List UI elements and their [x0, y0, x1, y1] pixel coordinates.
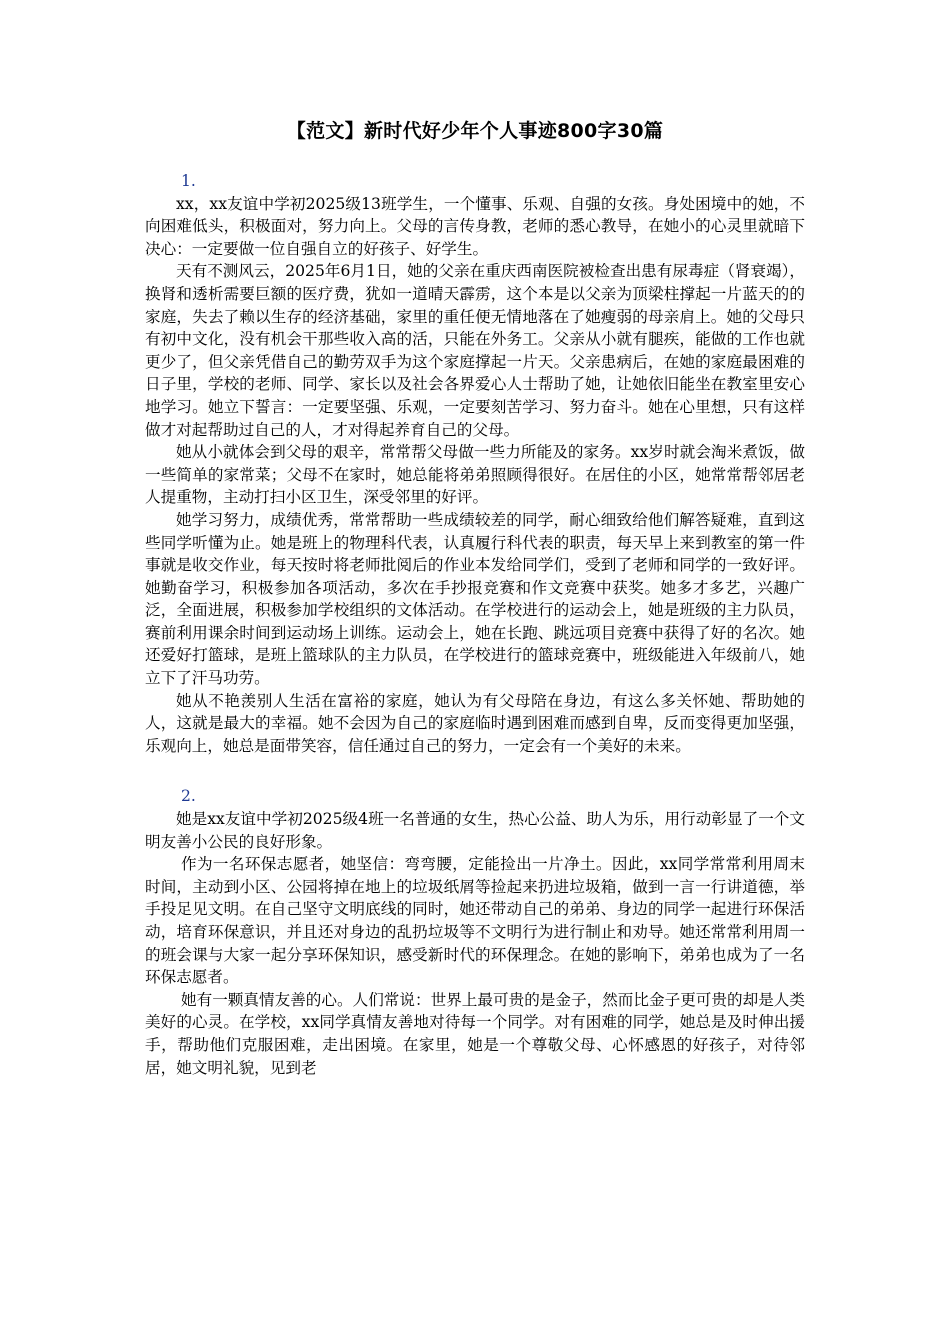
paragraph: 天有不测风云，2025年6月1日，她的父亲在重庆西南医院被检查出患有尿毒症（肾衰竭），换肾和透析需要巨额的医疗费，犹如一道晴天霹雳，这个本是以父亲为顶梁柱撑起一片蓝天的的家庭，失去了赖以生存的经济基础，家里的重任便无情地落在了她瘦弱的母亲肩上。她的父母只有初中文化，没有机会干那些收入高的活，只能在外务工。父亲从小就有腿疾，能做的工作也就更少了，但父亲凭借自己的勤劳双手为这个家庭撑起一片天。父亲患病后，在她的家庭最困难的日子里，学校的老师、同学、家长以及社会各界爱心人士帮助了她，让她依旧能坐在教室里安心地学习。她立下誓言：一定要坚强、乐观，一定要刻苦学习、努力奋斗。她在心里想，只有这样做才对起帮助过自己的人，才对得起养育自己的父母。: [145, 262, 805, 439]
section-1: [145, 170, 805, 757]
section-2: [145, 785, 805, 1079]
paragraph: 她是xx友谊中学初2025级4班一名普通的女生，热心公益、助人为乐，用行动彰显了一个文明友善小公民的良好形象。: [145, 810, 805, 851]
section-number: 2.: [181, 787, 196, 806]
paragraph: 她从小就体会到父母的艰辛，常常帮父母做一些力所能及的家务。xx岁时就会淘米煮饭，做一些简单的家常菜；父母不在家时，她总能将弟弟照顾得很好。在居住的小区，她常常帮邻居老人提重物，主动打扫小区卫生，深受邻里的好评。: [145, 443, 805, 507]
document-body: [145, 170, 805, 1079]
paragraph: 作为一名环保志愿者，她坚信：弯弯腰，定能捡出一片净土。因此，xx同学常常利用周末时间，主动到小区、公园将掉在地上的垃圾纸屑等捡起来扔进垃圾箱，做到一言一行讲道德，举手投足见文明。在自己坚守文明底线的同时，她还带动自己的弟弟、身边的同学一起进行环保活动，培育环保意识，并且还对身边的乱扔垃圾等不文明行为进行制止和劝导。她还常常利用周一的班会课与大家一起分享环保知识，感受新时代的环保理念。在她的影响下，弟弟也成为了一名环保志愿者。: [145, 855, 805, 987]
section-number: 1.: [181, 172, 196, 190]
section-spacer: [145, 757, 805, 785]
paragraph: 她学习努力，成绩优秀，常常帮助一些成绩较差的同学，耐心细致给他们解答疑难，直到这些同学听懂为止。她是班上的物理科代表，认真履行科代表的职责，每天早上来到教室的第一件事就是收交作业，每天按时将老师批阅后的作业本发给同学们，受到了老师和同学的一致好评。她勤奋学习，积极参加各项活动，多次在手抄报竞赛和作文竞赛中获奖。她多才多艺，兴趣广泛，全面进展，积极参加学校组织的文体活动。在学校进行的运动会上，她是班级的主力队员，赛前利用课余时间到运动场上训练。运动会上，她在长跑、跳远项目竞赛中获得了好的名次。她还爱好打篮球，是班上篮球队的主力队员，在学校进行的篮球竞赛中，班级能进入年级前八，她立下了汗马功劳。: [145, 510, 805, 688]
paragraph: xx，xx友谊中学初2025级13班学生，一个懂事、乐观、自强的女孩。身处困境中的她，不向困难低头，积极面对，努力向上。父母的言传身教，老师的悉心教导，在她小的心灵里就暗下决心：一定要做一位自强自立的好孩子、好学生。: [145, 194, 805, 258]
paragraph: 她有一颗真情友善的心。人们常说：世界上最可贵的是金子，然而比金子更可贵的却是人类美好的心灵。在学校，xx同学真情友善地对待每一个同学。对有困难的同学，她总是及时伸出援手，帮助他们克服困难，走出困境。在家里，她是一个尊敬父母、心怀感恩的好孩子，对待邻居，她文明礼貌，见到老: [145, 990, 805, 1077]
paragraph: 她从不艳羡别人生活在富裕的家庭，她认为有父母陪在身边，有这么多关怀她、帮助她的人，这就是最大的幸福。她不会因为自己的家庭临时遇到困难而感到自卑，反而变得更加坚强，乐观向上，她总是面带笑容，信任通过自己的努力，一定会有一个美好的未来。: [145, 691, 805, 755]
document-title: 【范文】新时代好少年个人事迹800字30篇: [286, 120, 664, 142]
